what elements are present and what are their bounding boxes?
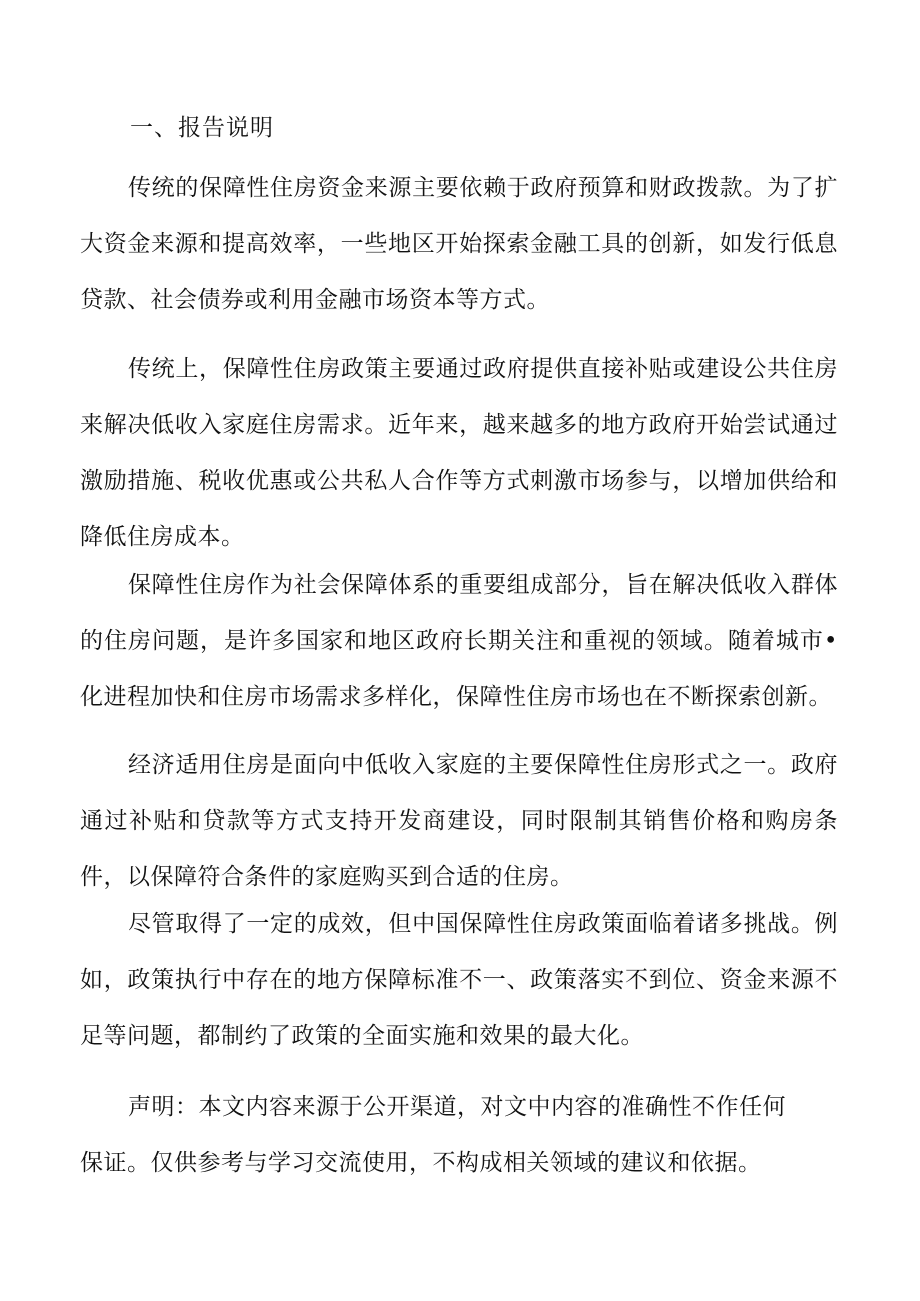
paragraph: 尽管取得了一定的成效，但中国保障性住房政策面临着诸多挑战。例如，政策执行中存在的地方保障标准不一、政策落实不到位、资金来源不足等问题，都制约了政策的全面实施和效果的最大化。: [80, 911, 838, 1049]
disclaimer-line-1: 声明：本文内容来源于公开渠道，对文中内容的准确性不作任何: [128, 1094, 786, 1120]
paragraph: 传统上，保障性住房政策主要通过政府提供直接补贴或建设公共住房来解决低收入家庭住房需求。近年来，越来越多的地方政府开始尝试通过激励措施、税收优惠或公共私人合作等方式刺激市场参与，以增加供给和降低住房成本。: [80, 356, 838, 550]
paragraph: 保障性住房作为社会保障体系的重要组成部分，旨在解决低收入群体的住房问题，是许多国家和地区政府长期关注和重视的领域。随着城市•化进程加快和住房市场需求多样化，保障性住房市场也在不断探索创新。: [80, 572, 838, 710]
paragraph: 传统的保障性住房资金来源主要依赖于政府预算和财政拨款。为了扩大资金来源和提高效率，一些地区开始探索金融工具的创新，如发行低息贷款、社会债券或利用金融市场资本等方式。: [80, 175, 838, 313]
disclaimer-line-2: 保证。仅供参考与学习交流使用，不构成相关领域的建议和依据。: [80, 1150, 762, 1176]
paragraph: 经济适用住房是面向中低收入家庭的主要保障性住房形式之一。政府通过补贴和贷款等方式支持开发商建设，同时限制其销售价格和购房条件，以保障符合条件的家庭购买到合适的住房。: [80, 752, 838, 890]
section-heading: 一、报告说明: [130, 115, 274, 141]
